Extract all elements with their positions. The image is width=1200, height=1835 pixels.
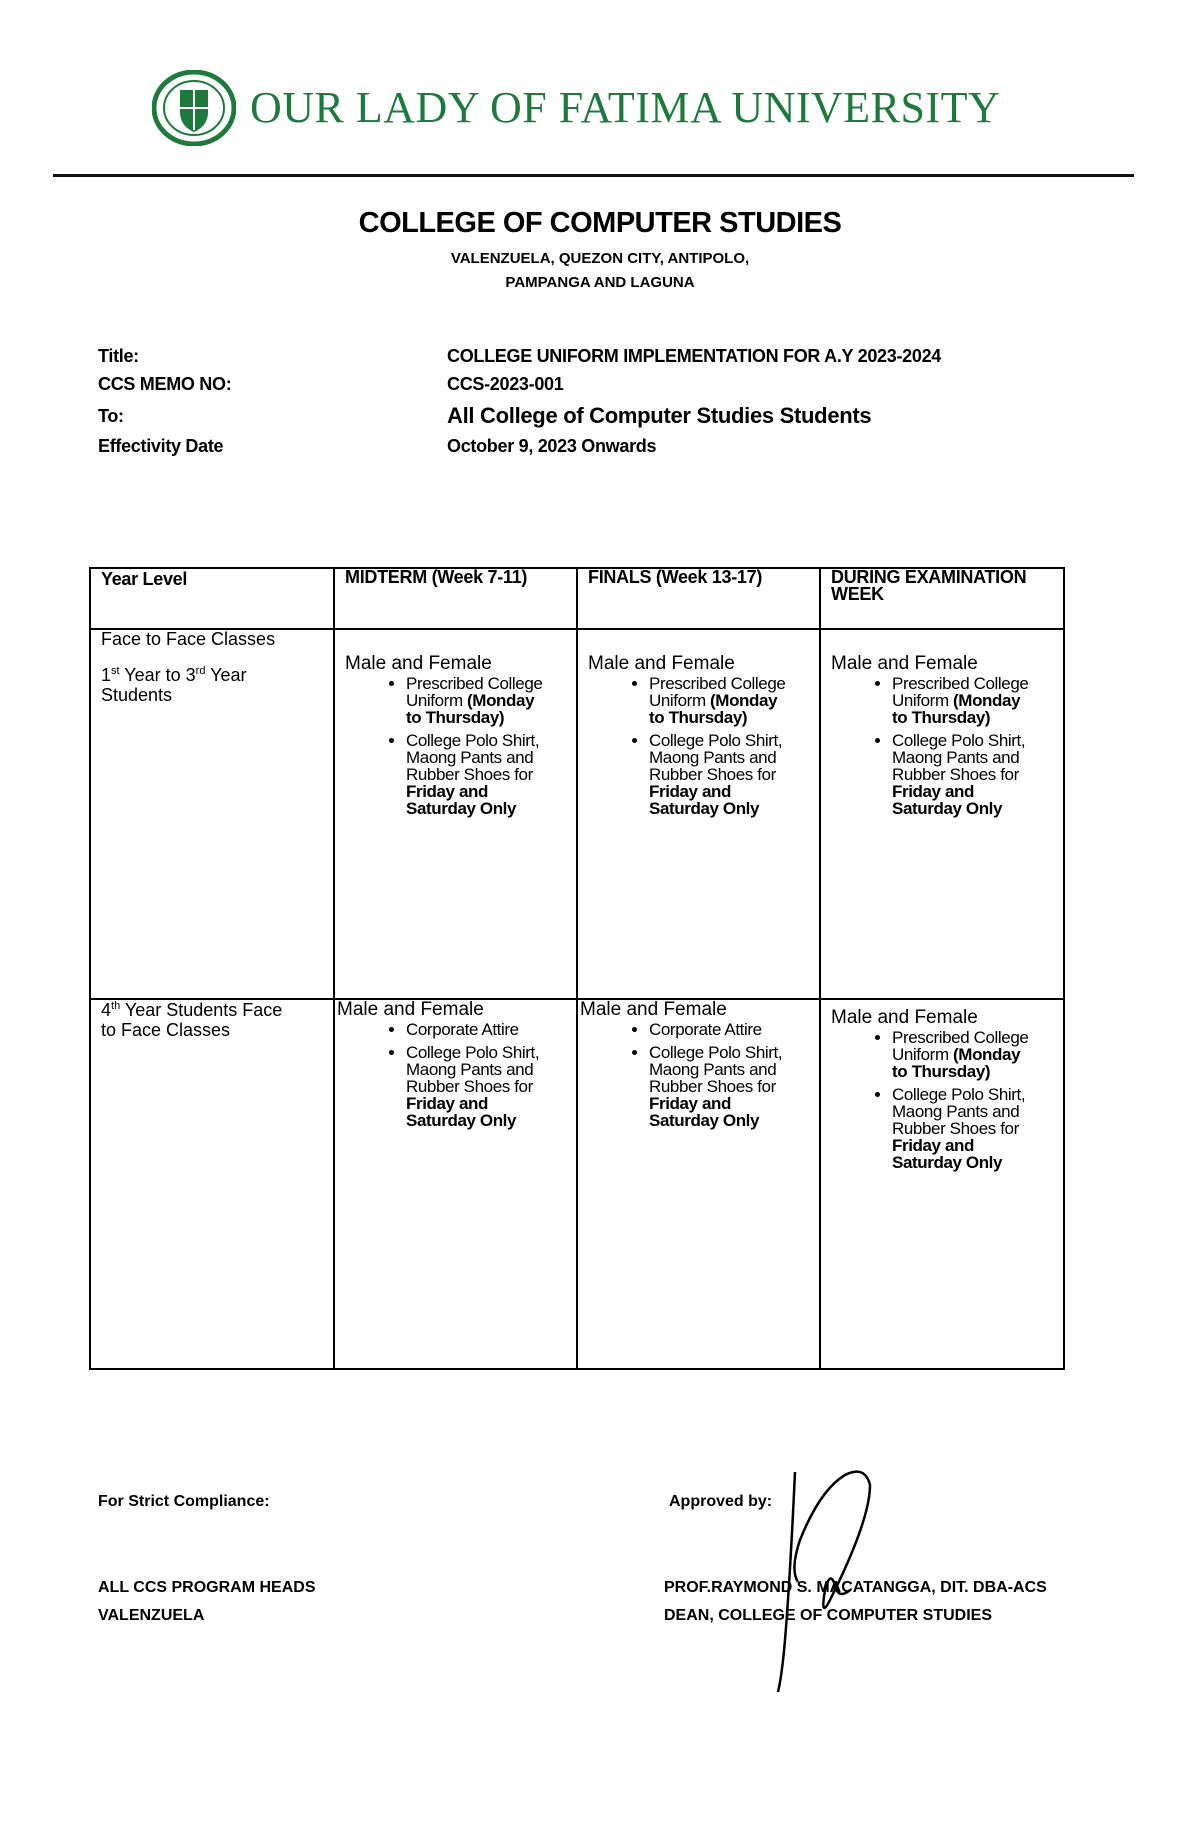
university-seal-icon — [152, 70, 236, 146]
item-text: Corporate Attire — [406, 1020, 519, 1039]
item-text: College Polo Shirt, Maong Pants and Rubber Shoes for — [649, 1043, 783, 1096]
table-row — [90, 999, 1064, 1369]
campuses-line-2: PAMPANGA AND LAGUNA — [505, 274, 695, 291]
table-cell — [334, 999, 577, 1369]
cell-heading: Male and Female — [831, 653, 978, 674]
university-name: OUR LADY OF FATIMA UNIVERSITY — [250, 83, 1001, 132]
item-text: College Polo Shirt, Maong Pants and Rubber Shoes for — [649, 731, 783, 784]
table-cell — [334, 629, 577, 999]
item-text: Corporate Attire — [649, 1020, 762, 1039]
item-emphasis: Friday and Saturday Only — [892, 1136, 1003, 1172]
title-value: COLLEGE UNIFORM IMPLEMENTATION FOR A.Y 2023-2024 — [447, 346, 942, 366]
item-text: College Polo Shirt, Maong Pants and Rubber Shoes for — [406, 731, 540, 784]
item-emphasis: Friday and Saturday Only — [892, 782, 1003, 818]
item-emphasis: Friday and Saturday Only — [649, 1094, 760, 1130]
recipients-line-1: ALL CCS PROGRAM HEADS — [98, 1579, 316, 1596]
list-item — [406, 675, 546, 726]
table-header-row — [90, 568, 1064, 629]
item-text: Prescribed College Uniform — [649, 674, 786, 710]
item-emphasis: Friday and Saturday Only — [406, 782, 517, 818]
cell-heading: Male and Female — [588, 653, 735, 674]
item-text: College Polo Shirt, Maong Pants and Rubber Shoes for — [892, 1085, 1026, 1138]
item-emphasis: (Monday to Thursday) — [649, 691, 778, 727]
college-title: COLLEGE OF COMPUTER STUDIES — [358, 207, 842, 239]
table-row — [90, 629, 1064, 999]
header-year-level — [90, 568, 334, 629]
bullet-list — [345, 1021, 546, 1129]
list-item — [649, 1021, 789, 1038]
bullet-list — [831, 1029, 1032, 1171]
table-cell — [577, 999, 820, 1369]
header-text: MIDTERM (Week 7-11) — [345, 567, 528, 587]
memo-no-label: CCS MEMO NO: — [98, 374, 232, 394]
bullet-list — [588, 1021, 789, 1129]
item-text: Prescribed College Uniform — [892, 1028, 1029, 1064]
table-cell — [577, 629, 820, 999]
list-item — [892, 1029, 1032, 1080]
header-midterm — [334, 568, 577, 629]
list-item — [892, 675, 1032, 726]
cell-heading: Male and Female — [831, 1007, 978, 1028]
signature-icon — [730, 1460, 890, 1700]
list-item — [406, 1021, 546, 1038]
cell-heading: Male and Female — [345, 653, 492, 674]
item-text: Prescribed College Uniform — [406, 674, 543, 710]
title-label: Title: — [98, 346, 139, 366]
list-item — [649, 675, 789, 726]
table-cell — [820, 999, 1064, 1369]
item-emphasis: (Monday to Thursday) — [892, 691, 1021, 727]
item-text: College Polo Shirt, Maong Pants and Rubber Shoes for — [406, 1043, 540, 1096]
bullet-list — [588, 675, 789, 817]
bullet-list — [345, 675, 546, 817]
approver-name: PROF.RAYMOND S. MACATANGGA, DIT. DBA-ACS — [664, 1579, 1047, 1596]
list-item — [406, 1044, 546, 1129]
item-emphasis: Friday and Saturday Only — [406, 1094, 517, 1130]
item-emphasis: (Monday to Thursday) — [892, 1045, 1021, 1081]
list-item — [649, 1044, 789, 1129]
year-level-cell — [90, 999, 334, 1369]
campuses-line-1: VALENZUELA, QUEZON CITY, ANTIPOLO, — [450, 250, 750, 267]
to-label: To: — [98, 406, 124, 426]
table-cell — [820, 629, 1064, 999]
list-item — [892, 732, 1032, 817]
item-emphasis: Friday and Saturday Only — [649, 782, 760, 818]
item-text: Prescribed College Uniform — [892, 674, 1029, 710]
effectivity-date-label: Effectivity Date — [98, 436, 224, 456]
approver-title: DEAN, COLLEGE OF COMPUTER STUDIES — [664, 1607, 993, 1624]
header-text: FINALS (Week 13-17) — [588, 567, 763, 587]
header-divider — [53, 174, 1134, 177]
uniform-schedule-table — [89, 567, 1065, 1370]
recipients-line-2: VALENZUELA — [98, 1607, 205, 1624]
header-exam-week — [820, 568, 1064, 629]
to-value: All College of Computer Studies Students — [447, 403, 872, 428]
header-finals — [577, 568, 820, 629]
level-text: Face to Face Classes — [101, 629, 276, 649]
list-item — [649, 732, 789, 817]
item-emphasis: (Monday to Thursday) — [406, 691, 535, 727]
cell-heading: Male and Female — [580, 999, 727, 1020]
effectivity-date-value: October 9, 2023 Onwards — [447, 436, 657, 456]
level-text: 4th Year Students Face to Face Classes — [101, 1000, 283, 1040]
level-text: 1st Year to 3rd Year Students — [101, 665, 247, 705]
cell-heading: Male and Female — [337, 999, 484, 1020]
compliance-label: For Strict Compliance: — [98, 1493, 270, 1510]
header-text: Year Level — [101, 569, 188, 589]
year-level-cell — [90, 629, 334, 999]
item-text: College Polo Shirt, Maong Pants and Rubber Shoes for — [892, 731, 1026, 784]
list-item — [406, 732, 546, 817]
approved-by-label: Approved by: — [669, 1493, 773, 1510]
memo-no-value: CCS-2023-001 — [447, 374, 564, 394]
header-text: DURING EXAMINATION WEEK — [831, 567, 1027, 604]
bullet-list — [831, 675, 1032, 817]
list-item — [892, 1086, 1032, 1171]
